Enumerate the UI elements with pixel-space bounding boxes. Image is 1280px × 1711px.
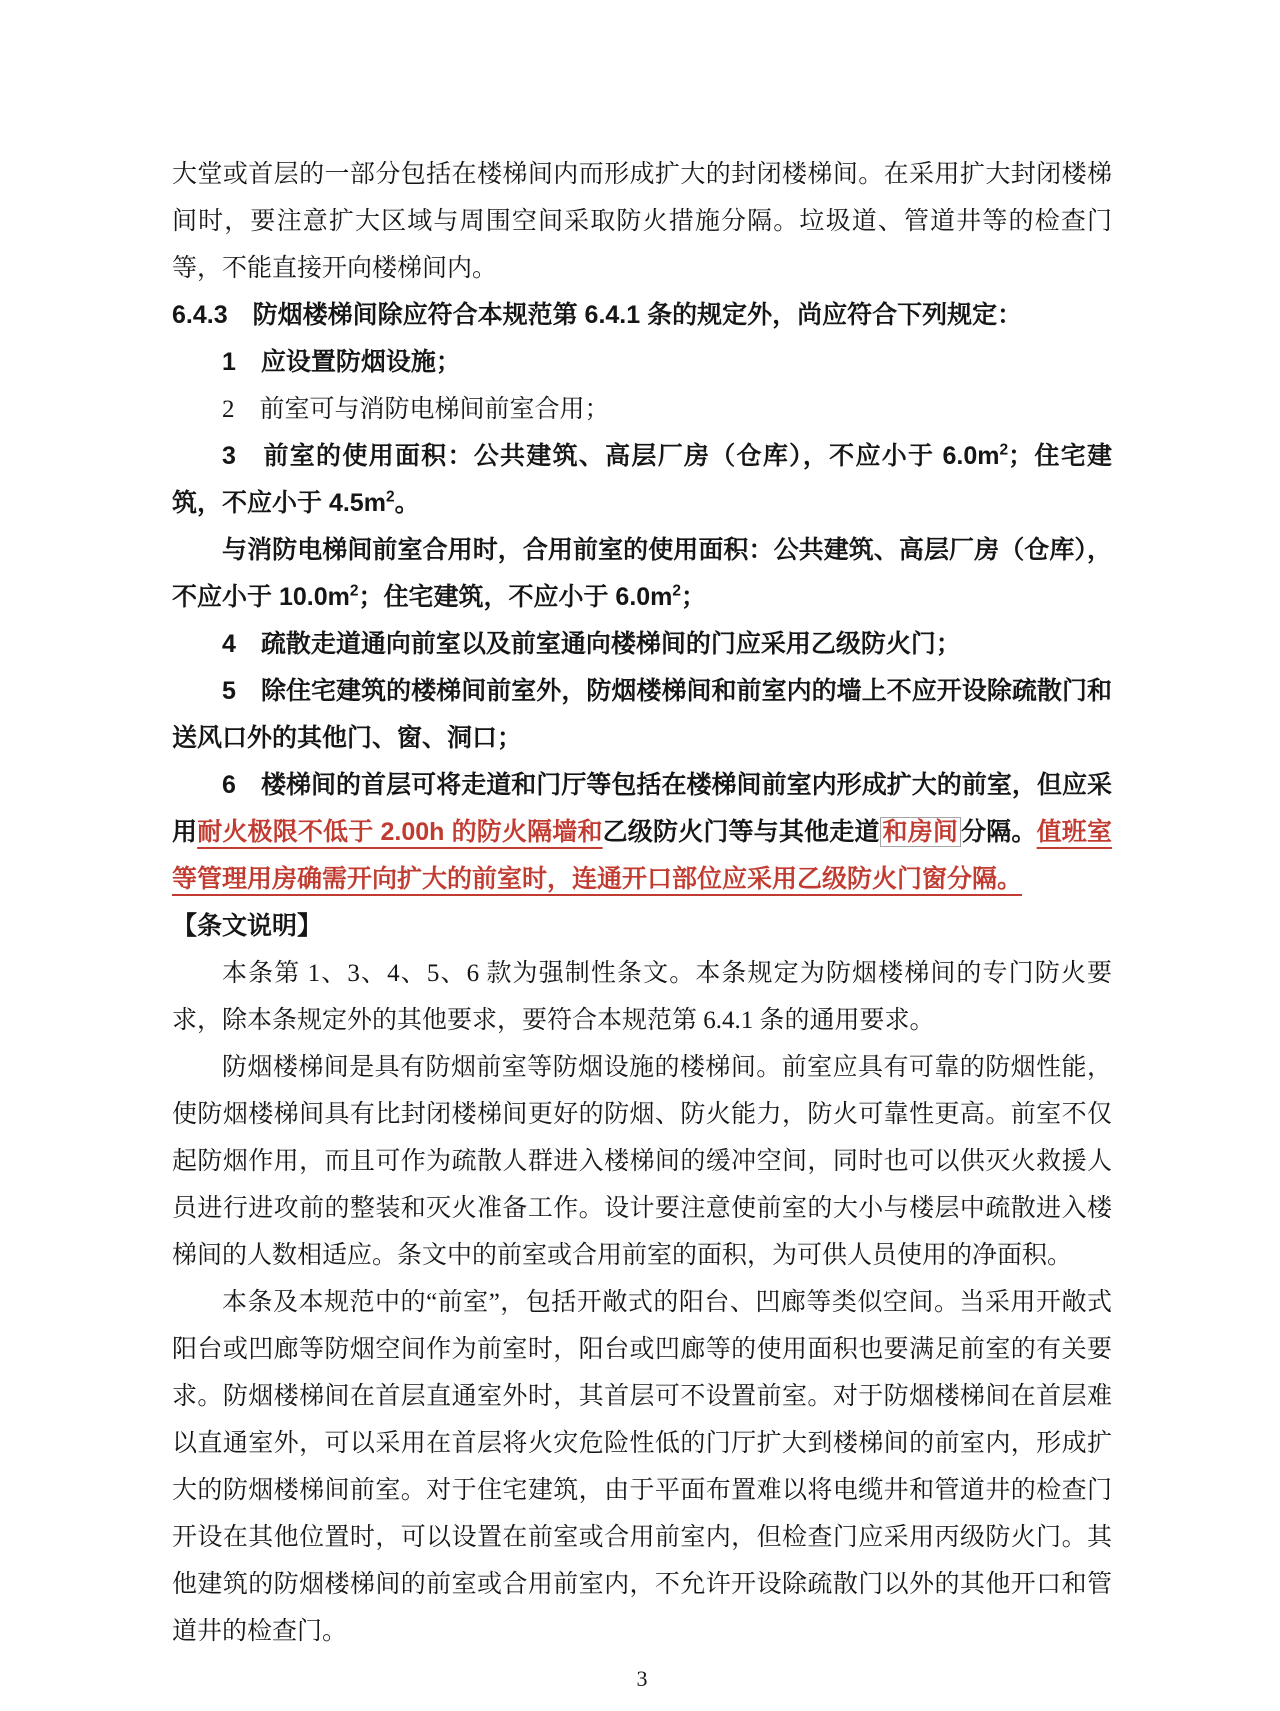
clause-item-4 — [172, 621, 1112, 668]
text-run: 本条及本规范中的“前室”，包括开敞式的阳台、凹廊等类似空间。当采用开敞式阳台或凹廊等防烟空间作为前室时，阳台或凹廊等的使用面积也要满足前室的有关要求。防烟楼梯间在首层直通室外时，其首层可不设置前室。对于防烟楼梯间在首层难以直通室外，可以采用在首层将火灾危险性低的门厅扩大到楼梯间的前室内，形成扩大的防烟楼梯间前室。对于住宅建筑，由于平面布置难以将电缆井和管道井的检查门开设在其他位置时，可以设置在前室或合用前室内，但检查门应采用丙级防火门。其他建筑的防烟楼梯间的前室或合用前室内，不允许开设除疏散门以外的其他开口和管道井的检查门。 — [172, 1289, 1112, 1645]
text-run: ；住宅建筑，不应小于 4.5m — [172, 442, 1112, 517]
superscript-text: 2 — [385, 488, 395, 506]
text-run: 1 应设置防烟设施； — [222, 348, 461, 376]
text-run: ；住宅建筑，不应小于 6.0m — [358, 583, 673, 611]
text-run: 本条第 1、3、4、5、6 款为强制性条文。本条规定为防烟楼梯间的专门防火要求，除本条规定外的其他要求，要符合本规范第 6.4.1 条的通用要求。 — [172, 960, 1112, 1034]
revision-red-underlined-text: 值班室等管理用房确需开向扩大的前室时，连通开口部位应采用乙级防火门窗分隔。 — [172, 818, 1112, 893]
explanation-para-3 — [172, 1279, 1112, 1655]
text-run: 3 前室的使用面积：公共建筑、高层厂房（仓库），不应小于 6.0m — [222, 442, 1000, 470]
clause-item-6 — [172, 762, 1112, 903]
clause-item-2 — [172, 386, 1112, 433]
revision-red-underlined-text: 耐火极限不低于 2.00h 的防火隔墙和 — [197, 818, 603, 846]
revision-red-boxed-text: 和房间 — [880, 817, 962, 847]
text-run: 2 前室可与消防电梯间前室合用； — [222, 396, 610, 423]
text-run: 分隔。 — [961, 818, 1037, 846]
text-run: ； — [681, 583, 707, 611]
text-run: 大堂或首层的一部分包括在楼梯间内而形成扩大的封闭楼梯间。在采用扩大封闭楼梯间时，要注意扩大区域与周围空间采取防火措施分隔。垃圾道、管道井等的检查门等，不能直接开向楼梯间内。 — [172, 161, 1112, 282]
text-run: 【条文说明】 — [172, 912, 323, 940]
superscript-text: 2 — [999, 441, 1009, 459]
page-number: 3 — [636, 1666, 648, 1691]
superscript-text: 2 — [672, 582, 682, 600]
text-run: 4 疏散走道通向前室以及前室通向楼梯间的门应采用乙级防火门； — [222, 630, 961, 658]
clause-item-3 — [172, 433, 1112, 527]
explanation-heading — [172, 903, 1112, 950]
document-body — [172, 151, 1112, 1655]
text-run: 与消防电梯间前室合用时，合用前室的使用面积：公共建筑、高层厂房（仓库），不应小于 10.0m — [172, 536, 1112, 611]
clause-item-5 — [172, 668, 1112, 762]
text-run: 防烟楼梯间是具有防烟前室等防烟设施的楼梯间。前室应具有可靠的防烟性能，使防烟楼梯间具有比封闭楼梯间更好的防烟、防火能力，防火可靠性更高。前室不仅起防烟作用，而且可作为疏散人群进入楼梯间的缓冲空间，同时也可以供灭火救援人员进行进攻前的整装和灭火准备工作。设计要注意使前室的大小与楼层中疏散进入楼梯间的人数相适应。条文中的前室或合用前室的面积，为可供人员使用的净面积。 — [172, 1054, 1112, 1269]
text-run: 6.4.3 防烟楼梯间除应符合本规范第 6.4.1 条的规定外，尚应符合下列规定： — [172, 301, 1023, 329]
superscript-text: 2 — [349, 582, 359, 600]
clause-item-1 — [172, 339, 1112, 386]
text-run: 6 楼梯间的首层可将走道和门厅等包括在楼梯间前室内形成扩大的前室，但应采用 — [172, 771, 1112, 846]
text-run: 5 除住宅建筑的楼梯间前室外，防烟楼梯间和前室内的墙上不应开设除疏散门和送风口外的其他门、窗、洞口； — [172, 677, 1112, 752]
para-continuation-enclosed-stairwell — [172, 151, 1112, 292]
clause-item-3-shared-lobby — [172, 527, 1112, 621]
clause-6-4-3-heading — [172, 292, 1112, 339]
explanation-para-1 — [172, 950, 1112, 1044]
explanation-para-2 — [172, 1044, 1112, 1279]
text-run: 。 — [394, 489, 420, 517]
text-run: 乙级防火门等与其他走道 — [602, 818, 880, 846]
